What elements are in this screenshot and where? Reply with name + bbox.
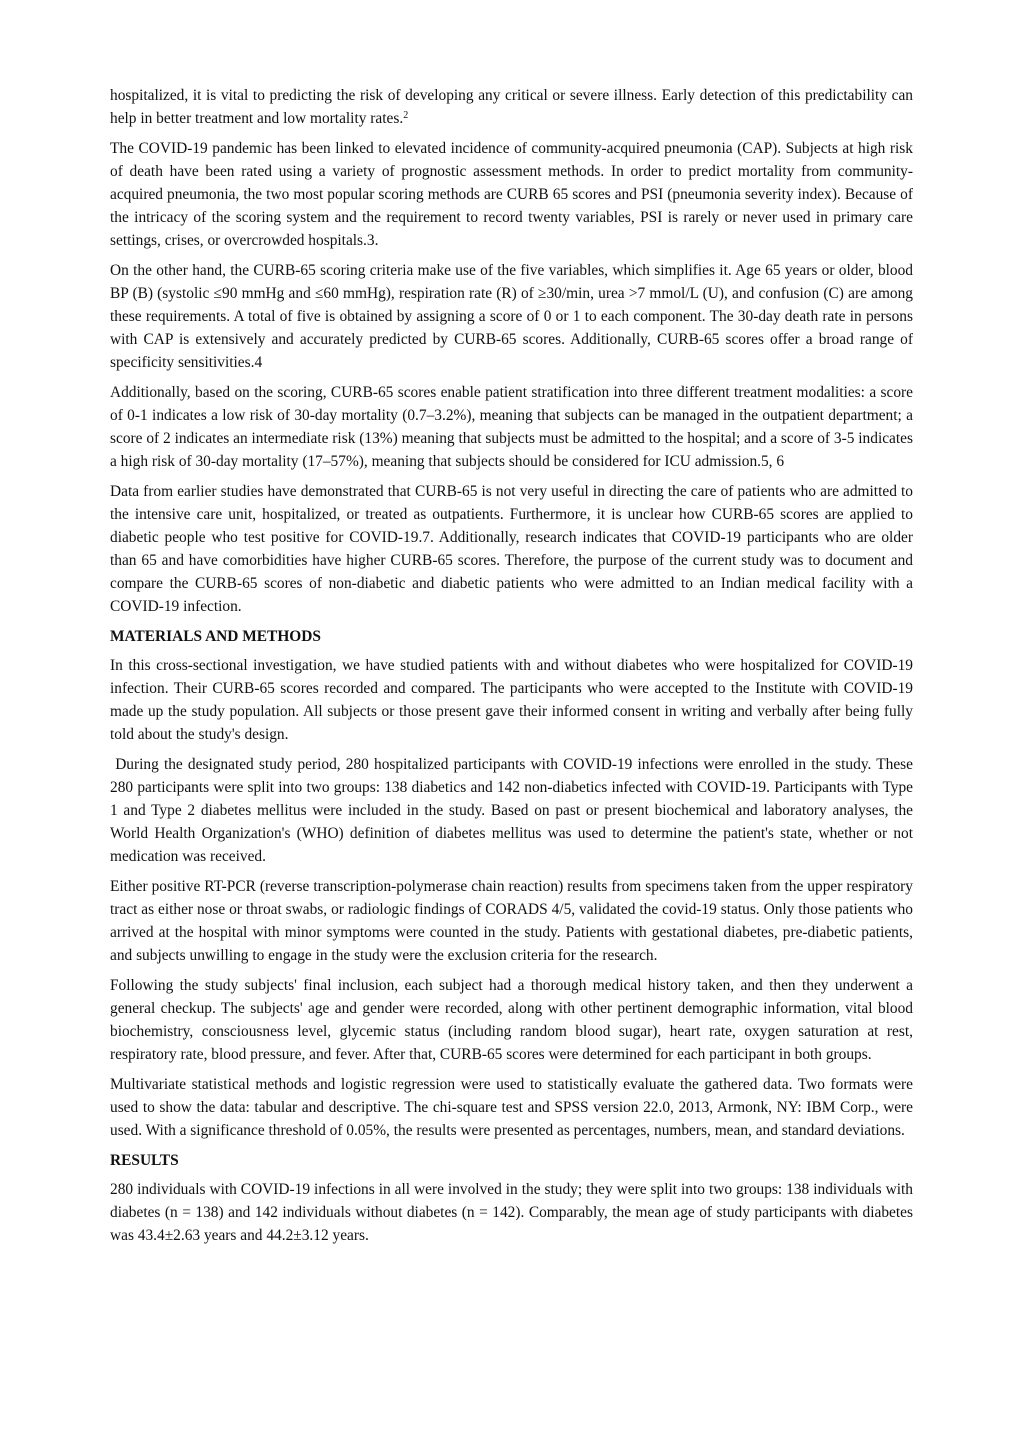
methods-paragraph-3: Either positive RT-PCR (reverse transcription-polymerase chain reaction) results from specimens taken from the upper respiratory tract as either nose or throat swabs, or radiologic findings of CORADS 4/5, validated the covid-19 status. Only those patients who arrived at the hospital with minor symptoms were counted in the study. Patients with gestational diabetes, pre-diabetic patients, and subjects unwilling to engage in the study were the exclusion criteria for the research.	[110, 878, 913, 964]
methods-paragraph-4: Following the study subjects' final inclusion, each subject had a thorough medical history taken, and then they underwent a general checkup. The subjects' age and gender were recorded, along with other pertinent demographic information, vital blood biochemistry, consciousness level, glycemic status (including random blood sugar), heart rate, oxygen saturation at rest, respiratory rate, blood pressure, and fever. After that, CURB-65 scores were determined for each participant in both groups.	[110, 977, 913, 1063]
methods-paragraph-5: Multivariate statistical methods and logistic regression were used to statistically evaluate the gathered data. Two formats were used to show the data: tabular and descriptive. The chi-square test and SPSS version 22.0, 2013, Armonk, NY: IBM Corp., were used. With a significance threshold of 0.05%, the results were presented as percentages, numbers, mean, and standard deviations.	[110, 1076, 913, 1139]
intro-paragraph-3: On the other hand, the CURB-65 scoring criteria make use of the five variables, which simplifies it. Age 65 years or older, blood BP (B) (systolic ≤90 mmHg and ≤60 mmHg), respiration rate (R) of ≥30/min, urea >7 mmol/L (U), and confusion (C) are among these requirements. A total of five is obtained by assigning a score of 0 or 1 to each component. The 30-day death rate in persons with CAP is extensively and accurately predicted by CURB-65 scores. Additionally, CURB-65 scores offer a broad range of specificity sensitivities.4	[110, 262, 913, 371]
methods-paragraph-1: In this cross-sectional investigation, we have studied patients with and without diabetes who were hospitalized for COVID-19 infection. Their CURB-65 scores recorded and compared. The participants who were accepted to the Institute with COVID-19 made up the study population. All subjects or those present gave their informed consent in writing and verbally after being fully told about the study's design.	[110, 657, 913, 743]
citation-superscript: 2	[403, 110, 409, 121]
methods-heading: MATERIALS AND METHODS	[110, 628, 321, 645]
document-page	[110, 84, 917, 1254]
intro-paragraph-5: Data from earlier studies have demonstrated that CURB-65 is not very useful in directing the care of patients who are admitted to the intensive care unit, hospitalized, or treated as outpatients. Furthermore, it is unclear how CURB-65 scores are applied to diabetic people who test positive for COVID-19.7. Additionally, research indicates that COVID-19 participants who are older than 65 and have comorbidities have higher CURB-65 scores. Therefore, the purpose of the current study was to document and compare the CURB-65 scores of non-diabetic and diabetic patients who were admitted to an Indian medical facility with a COVID-19 infection.	[110, 483, 913, 615]
results-heading: RESULTS	[110, 1152, 179, 1169]
intro-paragraph-1	[110, 84, 913, 130]
intro-paragraph-4: Additionally, based on the scoring, CURB-65 scores enable patient stratification into three different treatment modalities: a score of 0-1 indicates a low risk of 30-day mortality (0.7–3.2%), meaning that subjects can be managed in the outpatient department; a score of 2 indicates an intermediate risk (13%) meaning that subjects must be admitted to the hospital; and a score of 3-5 indicates a high risk of 30-day mortality (17–57%), meaning that subjects should be considered for ICU admission.5, 6	[110, 384, 913, 470]
methods-paragraph-2: During the designated study period, 280 hospitalized participants with COVID-19 infections were enrolled in the study. These 280 participants were split into two groups: 138 diabetics and 142 non-diabetics infected with COVID-19. Participants with Type 1 and Type 2 diabetes mellitus were included in the study. Based on past or present biochemical and laboratory analyses, the World Health Organization's (WHO) definition of diabetes mellitus was used to determine the patient's state, whether or not medication was received.	[110, 756, 917, 865]
intro-paragraph-2: The COVID-19 pandemic has been linked to elevated incidence of community-acquired pneumonia (CAP). Subjects at high risk of death have been rated using a variety of prognostic assessment methods. In order to predict mortality from community-acquired pneumonia, the two most popular scoring methods are CURB 65 scores and PSI (pneumonia severity index). Because of the intricacy of the scoring system and the requirement to record twenty variables, PSI is rarely or never used in primary care settings, crises, or overcrowded hospitals.3.	[110, 140, 913, 249]
results-paragraph-1: 280 individuals with COVID-19 infections in all were involved in the study; they were split into two groups: 138 individuals with diabetes (n = 138) and 142 individuals without diabetes (n = 142). Comparably, the mean age of study participants with diabetes was 43.4±2.63 years and 44.2±3.12 years.	[110, 1181, 913, 1244]
intro-paragraph-1-text: hospitalized, it is vital to predicting the risk of developing any critical or severe illness. Early detection of this predictability can help in better treatment and low mortality rates.	[110, 87, 913, 127]
